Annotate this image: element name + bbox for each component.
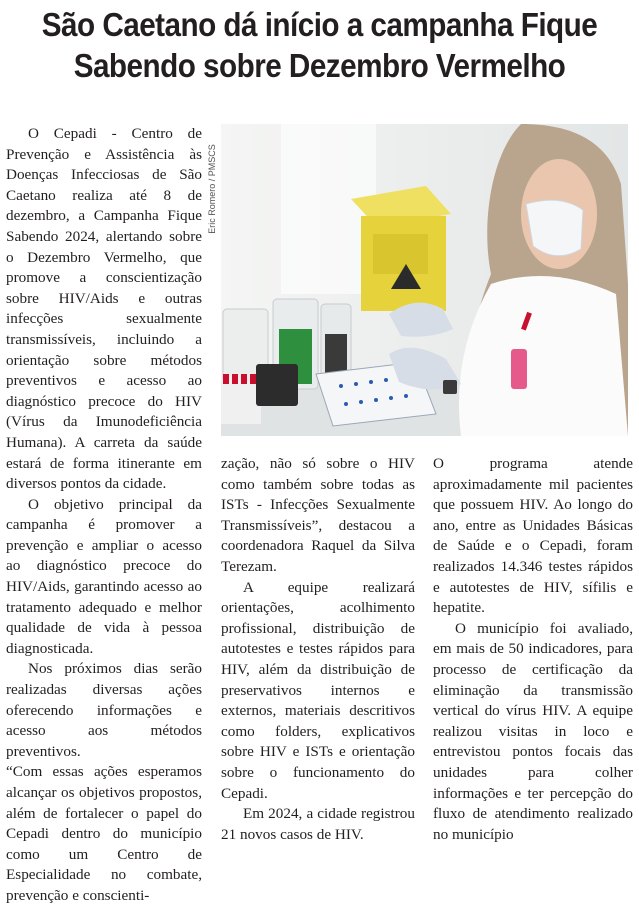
paragraph-intro: O Cepadi - Centro de Prevenção e Assistência às Doenças Infecciosas de São Caetano realiza até 8 de dezembro, a Campanha Fique Sabendo 2024, alertando sobre o Dezembro Vermelho, que promove a conscientização sobre HIV/Aids e outras infecções sexualmente transmissíveis, incluindo a orientação sobre métodos preventivos e acesso ao diagnóstico precoce do HIV (Vírus da Imunodeficiência Humana). A carreta da saúde estará de forma itinerante em diversos pontos da cidade. [6, 125, 202, 493]
article-photo [221, 124, 628, 436]
headline: São Caetano dá início a campanha Fique Sabendo sobre Dezembro Vermelho [41, 6, 598, 84]
column-2 [221, 454, 415, 845]
paragraph-program: O programa atende aproximadamente mil pacientes que possuem HIV. Ao longo do ano, entre as Unidades Básicas de Saúde e o Cepadi, foram realizados 14.346 testes rápidos e autotestes de HIV, sífilis e hepatite. [433, 455, 633, 617]
column-1 [6, 124, 202, 907]
lab-scene-illustration [221, 124, 628, 436]
photo-credit [205, 124, 219, 254]
paragraph-cases: Em 2024, a cidade registrou 21 novos casos de HIV. [221, 805, 415, 843]
paragraph-team: A equipe realizará orientações, acolhimento profissional, distribuição de autotestes e testes rápidos para HIV, além da distribuição de preservativos internos e externos, materiais descritivos como folders, explicativos sobre HIV e ISTs e orientação sobre o funcionamento do Cepadi. [221, 578, 415, 802]
paragraph-certification: O município foi avaliado, em mais de 50 indicadores, para processo de certificação da eliminação da transmissão vertical do vírus HIV. A equipe realizou visitas in loco e entrevistou pontos focais das unidades para colher informações e ter percepção do fluxo de atendimento realizado no município [433, 619, 633, 843]
paragraph-quote-continued: zação, não só sobre o HIV como também sobre todas as ISTs - Infecções Sexualmente Transmissíveis”, destacou a coordenadora Raquel da Silva Terezam. [221, 455, 415, 575]
column-3 [433, 454, 633, 845]
paragraph-actions: Nos próximos dias serão realizadas diversas ações oferecendo informações e acesso aos métodos preventivos. [6, 660, 202, 760]
sharps-box [351, 186, 451, 311]
paragraph-objective: O objetivo principal da campanha é promover a prevenção e ampliar o acesso ao diagnóstico precoce do HIV/Aids, garantindo acesso ao tratamento adequado e melhor qualidade de vida à pessoa diagnosticada. [6, 495, 202, 657]
photo-credit-text: Eric Romero / PMSCS [207, 144, 217, 234]
paragraph-quote: “Com essas ações esperamos alcançar os objetivos propostos, além de fortalecer o papel do Cepadi dentro do município como um Centro de Especialidade no combate, prevenção e conscienti- [6, 763, 202, 904]
